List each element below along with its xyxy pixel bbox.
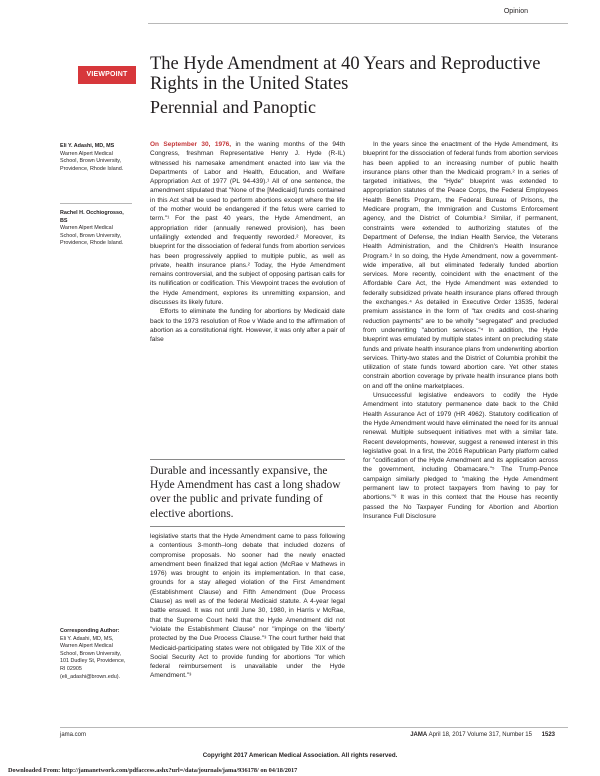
- issue-info: April 18, 2017 Volume 317, Number 15: [428, 732, 532, 738]
- article-subtitle: Perennial and Panoptic: [150, 97, 316, 117]
- author-1: [60, 143, 130, 173]
- footer-citation: [410, 732, 555, 738]
- column-right: [363, 140, 558, 521]
- article-title: The Hyde Amendment at 40 Years and Reproductive Rights in the United States: [150, 54, 541, 94]
- author-2: [60, 210, 130, 248]
- corresponding-heading: Corresponding Author:: [60, 628, 120, 634]
- download-notice: Downloaded From: http://jamanetwork.com/pdfaccess.ashx?url=/data/journals/jama/936178/ on 04/18/2017: [8, 767, 298, 774]
- paragraph: Efforts to eliminate the funding for abortions by Medicaid date back to the 1973 resolution of Roe v Wade and to the affirmation of abortion as a constitutional right. However, it was only after a pair of false: [150, 308, 345, 344]
- section-label: Opinion: [503, 8, 528, 15]
- author-divider: [60, 203, 132, 204]
- column-left-bottom: [150, 532, 345, 681]
- corresponding-author: [60, 628, 130, 681]
- author-name: Rachel H. Occhiogrosso, BS: [60, 210, 124, 224]
- pullquote-top-rule: [150, 459, 345, 460]
- journal-name: JAMA: [410, 732, 428, 738]
- column-left-top: [150, 140, 345, 345]
- lead-in: On September 30, 1976,: [150, 141, 232, 148]
- viewpoint-badge: VIEWPOINT: [78, 66, 136, 84]
- pullquote-bottom-rule: [150, 526, 345, 527]
- author-affiliation: Warren Alpert Medical School, Brown University, Providence, Rhode Island.: [60, 225, 124, 247]
- paragraph: legislative starts that the Hyde Amendment came to pass following a contentious 3-month–long debate that included dozens of compromise proposals. No sooner had the newly enacted amendment been finalized that legal action (McRae v Mathews in 1976) was brought to enjoin its implementation. In that case, grounds for a stay alleged violation of the First Amendment (Establishment Clause) and Fifth Amendment (Due Process Clause) as well as of the federal Medicaid statute. A 4-year legal battle ensued. It was not until June 30, 1980, in Harris v McRae, that the Supreme Court held that the Hyde Amendment did not "violate the Establishment Clause" nor "impinge on the 'liberty' protected by the Due Process Clause."³ The court further held that Medicaid-participating states were not obligated by Title XIX of the Social Security Act to provide funding for abortions "for which federal reimbursement is unavailable under the Hyde Amendment."³: [150, 533, 345, 680]
- header-rule: [148, 23, 568, 24]
- paragraph: Unsuccessful legislative endeavors to codify the Hyde Amendment into statutory permanence date back to the Child Health Assurance Act of 1979 (HR 4962). Statutory codification of the Hyde Amendment would have eliminated the need for its annual renewal. Multiple subsequent initiatives met with a similar fate. Recent developments, however, suggest a renewed interest in this legislative goal. In a first, the 2016 Republican Party platform called for "codification of the Hyde Amendment and its application across the government, including Obamacare."⁵ The Trump-Pence campaign similarly pledged to "making the Hyde Amendment permanent law to protect taxpayers from having to pay for abortions."⁶ It was in this context that the House has recently passed the No Taxpayer Funding for Abortion and Abortion Insurance Full Disclosure: [363, 392, 558, 520]
- paragraph: In the years since the enactment of the Hyde Amendment, its blueprint for the dissociation of federal funds from abortion services has been applied to an increasing number of public health insurance plans other than the Medicaid program.² In a series of targeted initiatives, the "Hyde" blueprint was extended to appropriation statutes of the Peace Corps, the Federal Employees Health Benefits Program, the Federal Bureau of Prisons, the Medicare program, the Immigration and Customs Enforcement agency, and the District of Columbia.² Similar, if permanent, constraints were extended to authorizing statutes of the Department of Defense, the Indian Health Service, the Veterans Health Administration, and the Children's Health Insurance Program.² In so doing, the Hyde Amendment, now a government-wide imperative, all but eliminated federally funded abortion services. More recently, coincident with the enactment of the Affordable Care Act, the Hyde Amendment was extended to federally subsidized private health insurance plans offered through the exchanges.⁴ As detailed in Executive Order 13535, federal premium assistance in the form of "tax credits and cost-sharing reduction payments" are to be wholly "segregated" and precluded from underwriting "abortion services."⁴ In addition, the Hyde blueprint was emulated by multiple states intent on precluding state funds and private health insurance plans from underwriting abortion services. Thirty-two states and the District of Columbia prohibit the utilization of state funds toward abortion care. Yet other states constrain abortion coverage by private health insurance plans both on and off the online marketplaces.: [363, 141, 558, 390]
- pull-quote: Durable and incessantly expansive, the Hyde Amendment has cast a long shadow over the public and private funding of elective abortions.: [150, 465, 341, 520]
- footer-rule: [60, 727, 568, 728]
- author-name: Eli Y. Adashi, MD, MS: [60, 143, 115, 149]
- page-number: 1523: [541, 732, 555, 738]
- corresponding-text[interactable]: Eli Y. Adashi, MD, MS, Warren Alpert Medical School, Brown University, 101 Dudley St, Providence, RI 02905 (eli_adashi@brown.edu).: [60, 635, 126, 680]
- copyright-notice: Copyright 2017 American Medical Association. All rights reserved.: [202, 752, 398, 759]
- journal-website-link[interactable]: jama.com: [60, 732, 87, 738]
- paragraph: in the waning months of the 94th Congress, freshman Representative Henry J. Hyde (R-IL) witnessed his namesake amendment enacted into law via the Departments of Labor and Health, Education, and Welfare Appropriation Act of 1977 (PL 94-439).¹ All of one sentence, the amendment stipulated that "None of the [Medicaid] funds contained in this Act shall be used to perform abortions except where the life of the mother would be endangered if the fetus were carried to term."¹ For the past 40 years, the Hyde Amendment, an appropriation rider (annually renewed provision), has been unfailingly extended and frequently reworded.² Moreover, its blueprint for the dissociation of federal funds from abortion services has been progressively applied to multiple public, as well as private, health insurance plans.² Today, the Hyde Amendment remains controversial, and the subject of opposing partisan calls for its nullification or codification. This Viewpoint traces the evolution of the Hyde Amendment, explores its unremitting expansion, and discusses its likely future.: [150, 141, 345, 307]
- author-affiliation: Warren Alpert Medical School, Brown University, Providence, Rhode Island.: [60, 150, 124, 172]
